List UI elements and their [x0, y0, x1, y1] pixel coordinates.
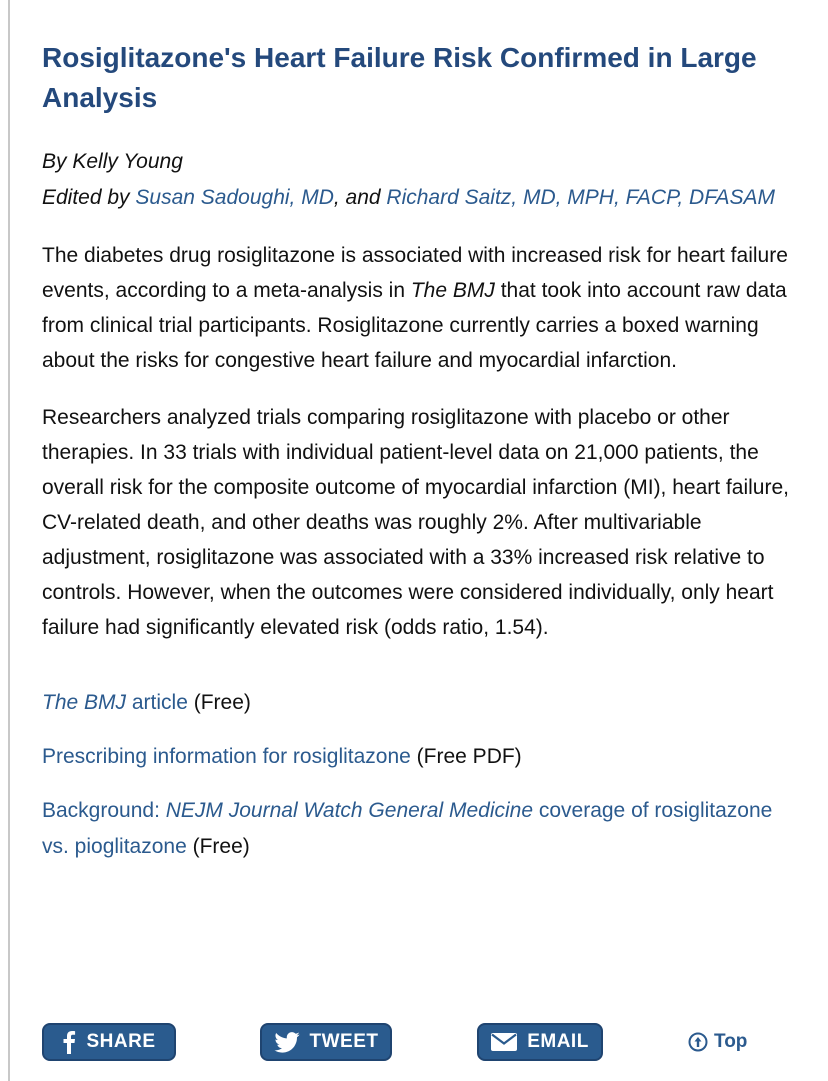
- background-prefix: Background:: [42, 799, 166, 822]
- editor-link-sadoughi[interactable]: Susan Sadoughi, MD: [135, 186, 334, 209]
- background-journal: NEJM Journal Watch General Medicine: [165, 799, 534, 822]
- share-label: SHARE: [86, 1031, 156, 1052]
- para1-journal: The BMJ: [410, 279, 495, 302]
- related-links: [42, 685, 802, 865]
- email-button[interactable]: [477, 1023, 603, 1061]
- share-bar: [42, 1023, 802, 1061]
- prescribing-info-link[interactable]: Prescribing information for rosiglitazone: [42, 745, 411, 768]
- top-label: Top: [714, 1031, 748, 1052]
- share-facebook-button[interactable]: [42, 1023, 176, 1061]
- para1-text-a: The diabetes drug rosiglitazone is associated with increased risk for heart failure events, according to a meta-analysis in: [42, 244, 788, 302]
- email-label: EMAIL: [527, 1031, 589, 1052]
- link-line-background: [42, 793, 802, 865]
- para1-text-b: that took into account raw data from clinical trial participants. Rosiglitazone currently carries a boxed warning about the risks for congestive heart failure and myocardial infarction.: [42, 279, 787, 372]
- twitter-icon: [274, 1032, 300, 1053]
- edited-prefix: Edited by: [42, 186, 136, 209]
- article-title: Rosiglitazone's Heart Failure Risk Confirmed in Large Analysis: [42, 42, 757, 113]
- paragraph-summary: [42, 238, 802, 378]
- facebook-icon: [62, 1030, 76, 1054]
- background-link-text: coverage of rosiglitazone vs. pioglitazone: [42, 799, 773, 858]
- left-border: [8, 0, 10, 1081]
- background-note: (Free): [186, 835, 250, 858]
- edited-join: , and: [333, 186, 387, 209]
- background-link[interactable]: [42, 799, 772, 858]
- editor-link-saitz[interactable]: Richard Saitz, MD, MPH, FACP, DFASAM: [386, 186, 775, 209]
- envelope-icon: [491, 1033, 517, 1051]
- prescribing-note: (Free PDF): [410, 745, 522, 768]
- tweet-button[interactable]: [260, 1023, 392, 1061]
- bmj-article-text: article: [126, 691, 188, 714]
- link-line-prescribing: [42, 739, 802, 775]
- up-arrow-circle-icon: [688, 1032, 708, 1052]
- bmj-note: (Free): [187, 691, 251, 714]
- paragraph-findings: Researchers analyzed trials comparing rosiglitazone with placebo or other therapies. In 33 trials with individual patient-level data on 21,000 patients, the overall risk for the composite outcome of myocardial infarction (MI), heart failure, CV-related death, and other deaths was roughly 2%. After multivariable adjustment, rosiglitazone was associated with a 33% increased risk relative to controls. However, when the outcomes were considered individually, only heart failure had significantly elevated risk (odds ratio, 1.54).: [42, 406, 789, 639]
- link-line-bmj: [42, 685, 802, 721]
- byline: By Kelly Young: [42, 150, 183, 173]
- bmj-journal: The BMJ: [42, 691, 127, 714]
- edited-by: [42, 180, 802, 216]
- tweet-label: TWEET: [309, 1031, 379, 1052]
- bmj-article-link[interactable]: [42, 691, 188, 714]
- back-to-top-link[interactable]: [688, 1023, 747, 1061]
- article: [42, 38, 802, 865]
